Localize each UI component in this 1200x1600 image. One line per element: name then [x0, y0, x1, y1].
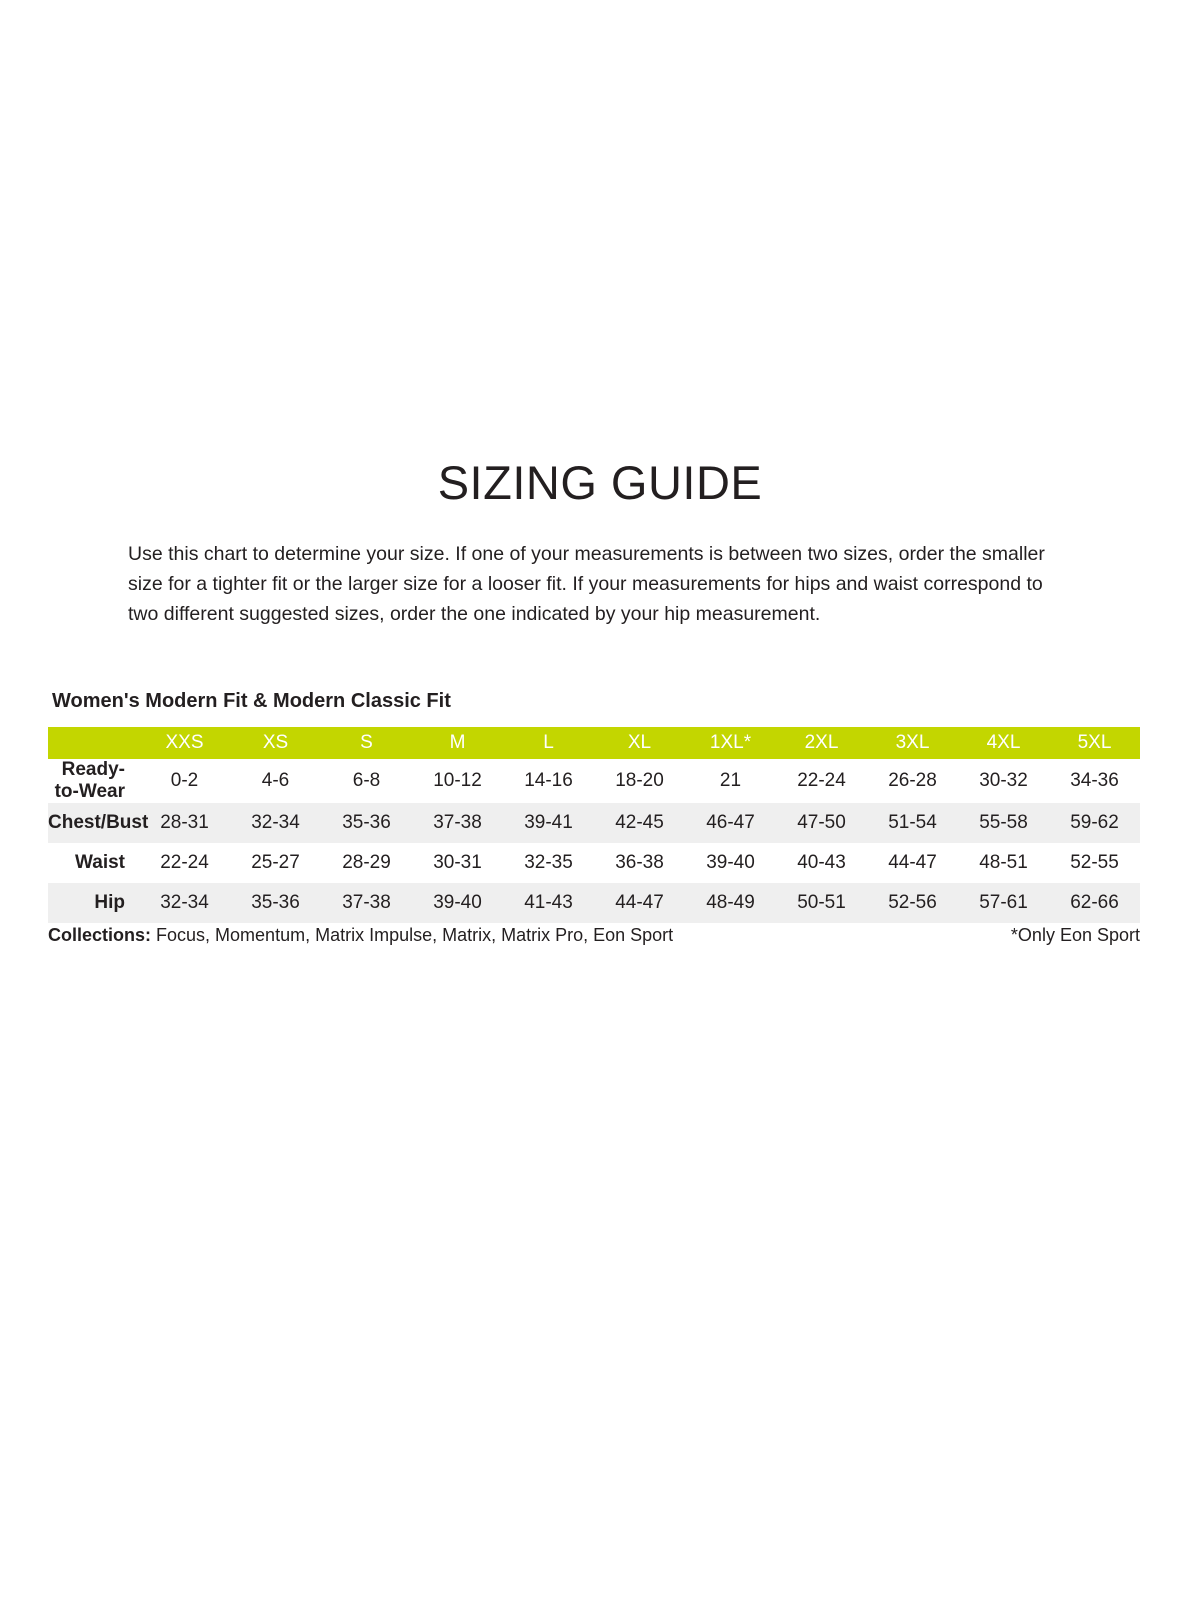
- cell-hip-4xl: 57-61: [979, 892, 1028, 913]
- cell-ready-to-wear-m: 10-12: [433, 770, 482, 791]
- table-row: [48, 883, 1140, 923]
- cell-hip-xxs: 32-34: [160, 892, 209, 913]
- row-label-hip: Hip: [94, 892, 125, 913]
- cell-hip-2xl: 50-51: [797, 892, 846, 913]
- collections-label: Collections:: [48, 925, 152, 945]
- cell-ready-to-wear-xl: 18-20: [615, 770, 664, 791]
- column-header-xxs: XXS: [165, 732, 204, 753]
- cell-ready-to-wear-5xl: 34-36: [1070, 770, 1119, 791]
- cell-chest-bust-2xl: 47-50: [797, 812, 846, 833]
- cell-waist-xs: 25-27: [251, 852, 300, 873]
- cell-waist-l: 32-35: [524, 852, 573, 873]
- row-label-ready-to-wear: Ready-to-Wear: [54, 759, 125, 802]
- table-row: [48, 843, 1140, 883]
- column-header-s: S: [360, 732, 373, 753]
- cell-chest-bust-m: 37-38: [433, 812, 482, 833]
- cell-ready-to-wear-s: 6-8: [352, 770, 381, 791]
- cell-chest-bust-s: 35-36: [342, 812, 391, 833]
- table-row: [48, 759, 1140, 803]
- cell-chest-bust-xxs: 28-31: [160, 812, 209, 833]
- table-body: [48, 759, 1140, 923]
- column-header-5xl: 5XL: [1077, 732, 1112, 753]
- collections-footnote: [48, 925, 673, 946]
- row-label-chest-bust: Chest/Bust: [48, 812, 149, 833]
- intro-paragraph: Use this chart to determine your size. If one of your measurements is between two sizes, order the smaller size for a tighter fit or the larger size for a looser fit. If your measurements for hips and waist correspond to two different suggested sizes, order the one indicated by your hip measurement.: [128, 543, 1045, 625]
- table-row: [48, 803, 1140, 843]
- only-eon-sport-footnote: *Only Eon Sport: [1010, 925, 1140, 945]
- cell-waist-xl: 36-38: [615, 852, 664, 873]
- cell-ready-to-wear-4xl: 30-32: [979, 770, 1028, 791]
- cell-chest-bust-xl: 42-45: [615, 812, 664, 833]
- cell-waist-m: 30-31: [433, 852, 482, 873]
- cell-ready-to-wear-xxs: 0-2: [170, 770, 199, 791]
- cell-hip-m: 39-40: [433, 892, 482, 913]
- cell-hip-1xl: 48-49: [706, 892, 755, 913]
- table-header: [48, 727, 1140, 759]
- row-label-waist: Waist: [75, 852, 125, 873]
- cell-ready-to-wear-1xl: 21: [719, 770, 742, 791]
- collections-list: Focus, Momentum, Matrix Impulse, Matrix, Matrix Pro, Eon Sport: [156, 925, 674, 945]
- sizing-table: [48, 727, 1140, 923]
- cell-hip-5xl: 62-66: [1070, 892, 1119, 913]
- cell-waist-4xl: 48-51: [979, 852, 1028, 873]
- cell-waist-1xl: 39-40: [706, 852, 755, 873]
- cell-ready-to-wear-2xl: 22-24: [797, 770, 846, 791]
- cell-hip-l: 41-43: [524, 892, 573, 913]
- section-title: Women's Modern Fit & Modern Classic Fit: [52, 690, 451, 712]
- cell-chest-bust-l: 39-41: [524, 812, 573, 833]
- cell-chest-bust-4xl: 55-58: [979, 812, 1028, 833]
- cell-waist-5xl: 52-55: [1070, 852, 1119, 873]
- page-title: SIZING GUIDE: [437, 456, 763, 509]
- column-header-l: L: [543, 732, 554, 753]
- cell-chest-bust-3xl: 51-54: [888, 812, 937, 833]
- column-header-xl: XL: [627, 732, 652, 753]
- column-header-3xl: 3XL: [895, 732, 930, 753]
- cell-hip-3xl: 52-56: [888, 892, 937, 913]
- table-header-row: [48, 727, 1140, 759]
- cell-chest-bust-5xl: 59-62: [1070, 812, 1119, 833]
- cell-waist-xxs: 22-24: [160, 852, 209, 873]
- cell-ready-to-wear-l: 14-16: [524, 770, 573, 791]
- cell-waist-2xl: 40-43: [797, 852, 846, 873]
- column-header-1xl: 1XL*: [709, 732, 752, 753]
- cell-waist-s: 28-29: [342, 852, 391, 873]
- column-header-4xl: 4XL: [986, 732, 1021, 753]
- column-header-2xl: 2XL: [804, 732, 839, 753]
- cell-waist-3xl: 44-47: [888, 852, 937, 873]
- cell-ready-to-wear-3xl: 26-28: [888, 770, 937, 791]
- cell-chest-bust-1xl: 46-47: [706, 812, 755, 833]
- table-corner-cell: [48, 727, 139, 759]
- cell-chest-bust-xs: 32-34: [251, 812, 300, 833]
- cell-hip-xl: 44-47: [615, 892, 664, 913]
- cell-hip-s: 37-38: [342, 892, 391, 913]
- cell-hip-xs: 35-36: [251, 892, 300, 913]
- column-header-xs: XS: [262, 732, 289, 753]
- cell-ready-to-wear-xs: 4-6: [261, 770, 290, 791]
- column-header-m: M: [449, 732, 466, 753]
